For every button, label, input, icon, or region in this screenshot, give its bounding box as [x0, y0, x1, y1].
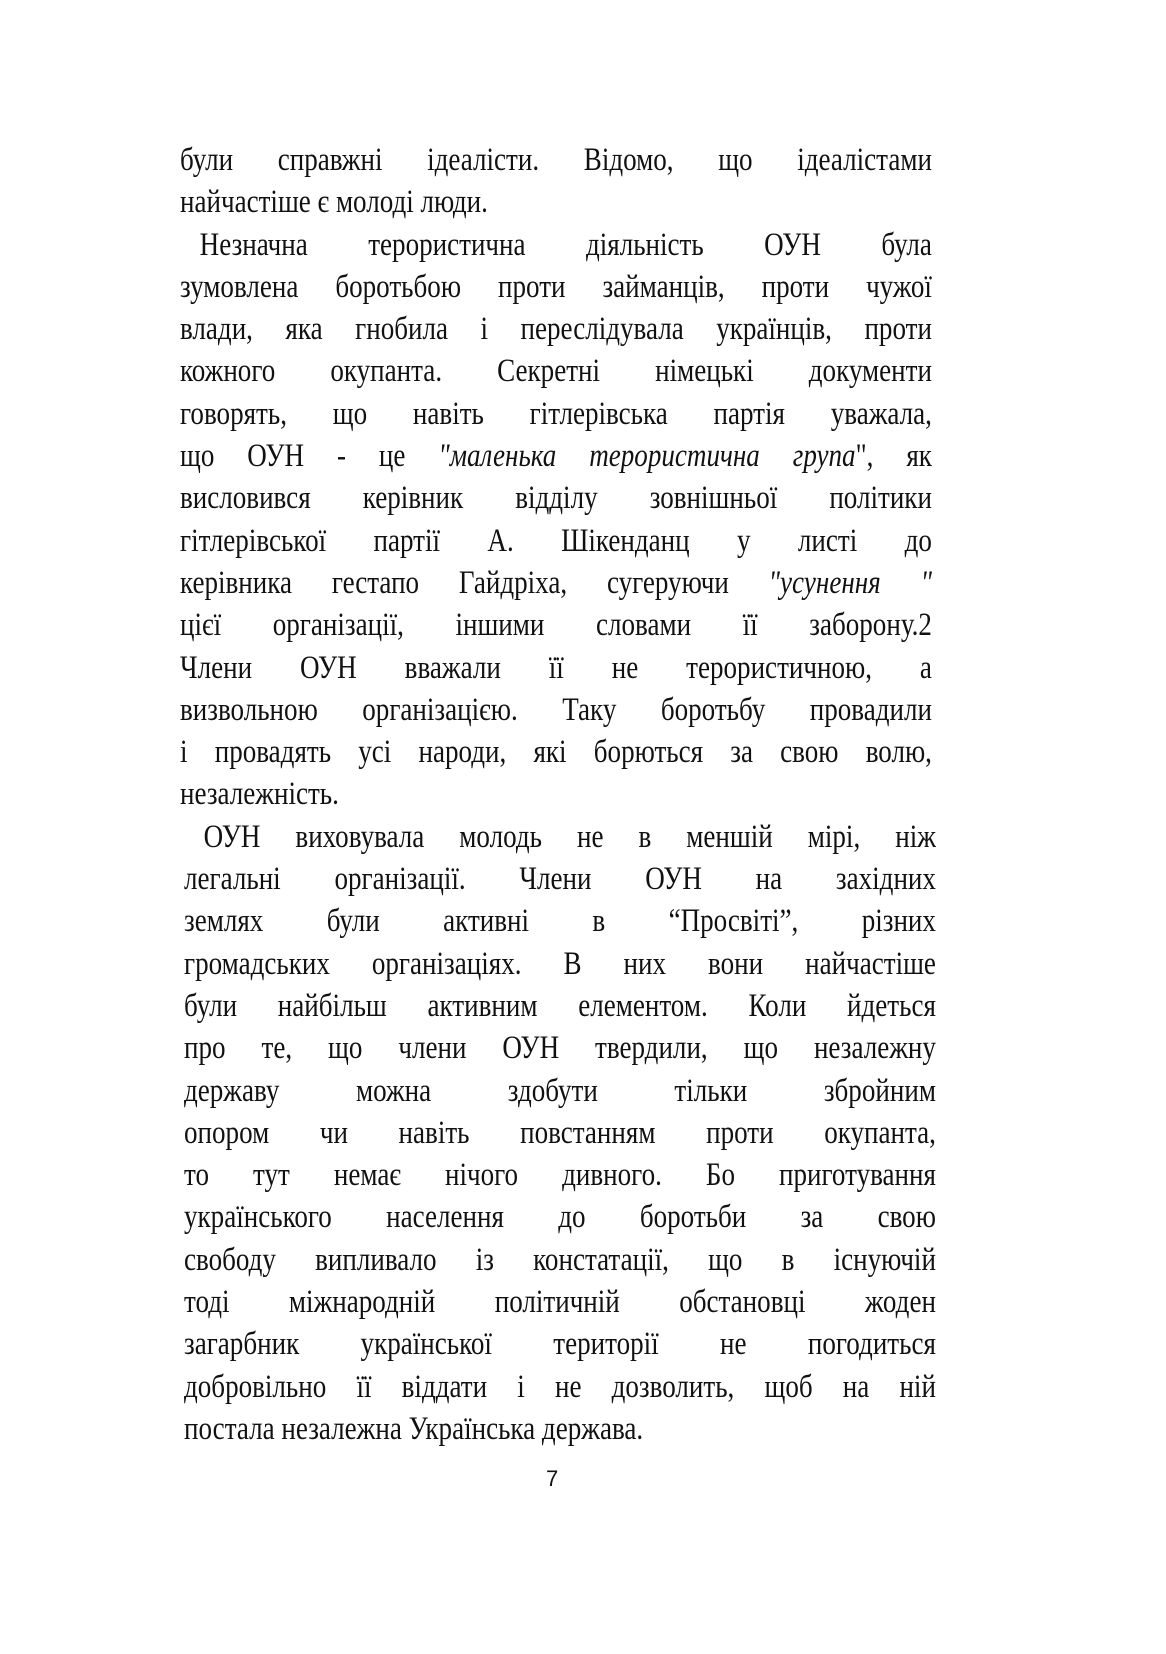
italic-quote: "маленька терористична група [438, 438, 856, 475]
text-line: влади, яка гнобила і переслідувала українців, проти [180, 311, 932, 348]
text-line [180, 435, 932, 477]
paragraph-start-line: Незначна терористична діяльність ОУН була [199, 226, 932, 263]
text-line: громадських організаціях. В них вони найчастіше [184, 945, 936, 982]
text-line [180, 562, 932, 604]
text-line: визвольною організацією. Таку боротьбу провадили [180, 691, 932, 728]
text-line: українського населення до боротьби за свою [184, 1199, 936, 1236]
text-line: про те, що члени ОУН твердили, що незалежну [184, 1030, 936, 1067]
italic-quote: "усунення [768, 564, 881, 601]
text-run: керівника гестапо Гайдріха, сугеруючи [180, 564, 769, 601]
text-line: цієї організації, іншими словами її заборону.2 [180, 607, 932, 644]
text-line: легальні організації. Члени ОУН на західних [184, 861, 936, 898]
text-line: незалежність. [180, 776, 339, 813]
paragraph-start-line: ОУН виховувала молодь не в меншій мірі, ніж [203, 818, 936, 855]
text-line: говорять, що навіть гітлерівська партія уважала, [180, 395, 932, 432]
text-line: добровільно її віддати і не дозволить, щоб на ній [184, 1368, 936, 1405]
text-line: найчастіше є молоді люди. [180, 184, 488, 221]
text-line: були найбільш активним елементом. Коли йдеться [184, 987, 936, 1024]
page-number: 7 [546, 1466, 559, 1491]
text-line: були справжні ідеалісти. Відомо, що ідеалістами [180, 142, 932, 178]
text-line: і провадять усі народи, які борються за свою волю, [180, 734, 932, 771]
text-line: то тут немає нічого дивного. Бо приготування [184, 1157, 936, 1194]
text-line: землях були активні в “Просвіті”, різних [184, 903, 936, 940]
text-run: що ОУН - це [180, 438, 439, 475]
page-body-text [180, 139, 936, 1450]
text-line: постала незалежна Українська держава. [184, 1410, 644, 1447]
text-line: свободу випливало із констатації, що в існуючій [184, 1241, 936, 1278]
text-line: кожного окупанта. Секретні німецькі документи [180, 353, 932, 390]
text-line: державу можна здобути тільки збройним [184, 1072, 936, 1109]
text-run: ", як [855, 438, 932, 475]
text-line: загарбник української території не погодиться [184, 1326, 936, 1363]
text-line: тоді міжнародній політичній обстановці жоден [184, 1284, 936, 1321]
text-run: " [880, 564, 932, 601]
text-line: зумовлена боротьбою проти займанців, проти чужої [180, 268, 932, 305]
text-line: опором чи навіть повстанням проти окупанта, [184, 1114, 936, 1151]
text-line: Члени ОУН вважали її не терористичною, а [180, 649, 932, 686]
text-line: висловився керівник відділу зовнішньої політики [180, 480, 932, 517]
text-line: гітлерівської партії А. Шікенданц у листі до [180, 522, 932, 559]
